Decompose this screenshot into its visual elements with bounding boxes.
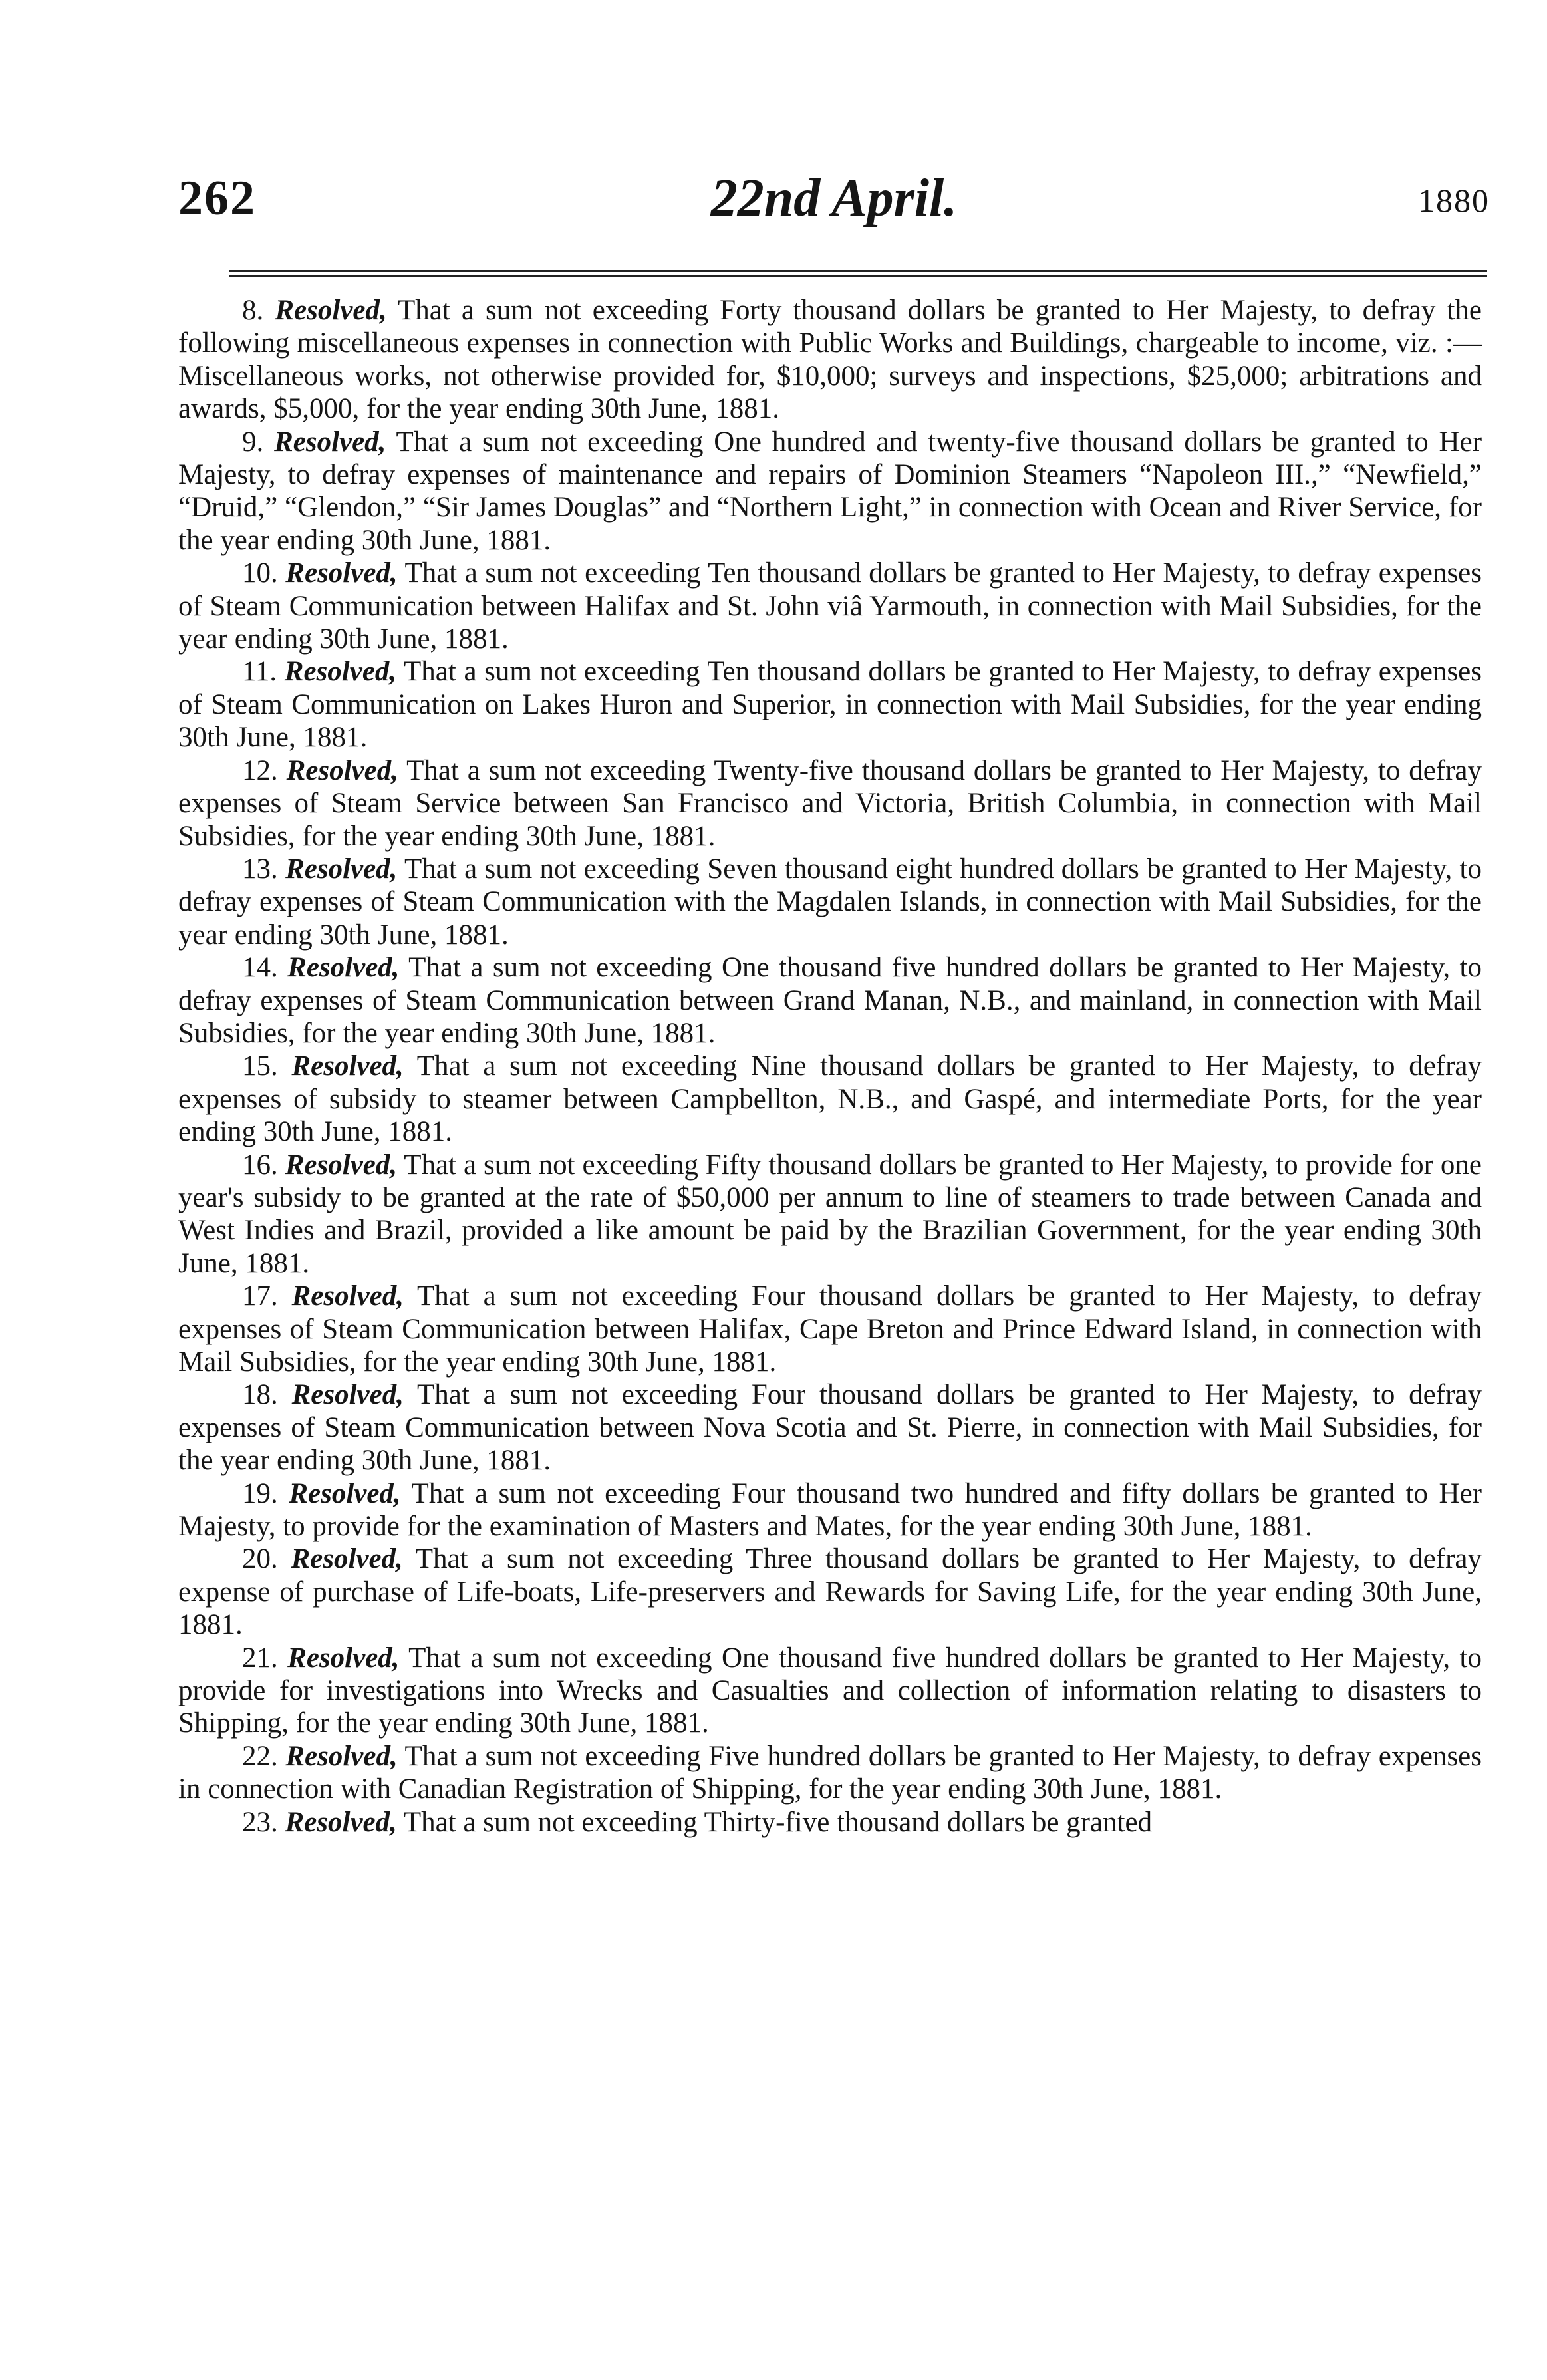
resolution-number: 15. — [242, 1050, 278, 1082]
resolution-lead: Resolved, — [289, 1477, 401, 1509]
resolution-lead: Resolved, — [285, 853, 398, 885]
resolution-paragraph — [178, 754, 1482, 853]
resolution-text: That a sum not exceeding Seven thousand eight hundred dollars be granted to Her Majesty, to defray expenses of Steam Communication with the Magdalen Islands, in connection with Mail Subsidies, for the year ending 30th June, 1881. — [178, 853, 1482, 951]
resolution-number: 23. — [242, 1806, 278, 1838]
resolution-text: That a sum not exceeding Fifty thousand dollars be granted to Her Majesty, to provide for one year's subsidy to be granted at the rate of $50,000 per annum to line of steamers to trade between Canada and West Indies and Brazil, provided a like amount be paid by the Brazilian Government, for the year ending 30th June, 1881. — [178, 1149, 1482, 1279]
resolution-lead: Resolved, — [287, 1642, 400, 1674]
resolution-paragraph — [178, 1740, 1482, 1806]
resolution-number: 16. — [242, 1149, 278, 1181]
resolution-lead: Resolved, — [275, 295, 387, 326]
resolution-lead: Resolved, — [291, 1379, 404, 1411]
resolution-text: That a sum not exceeding Ten thousand dollars be granted to Her Majesty, to defray expenses of Steam Communication between Halifax and St. John viâ Yarmouth, in connection with Mail Subsidies, for the year ending 30th June, 1881. — [178, 557, 1482, 655]
resolution-paragraph — [178, 1477, 1482, 1543]
resolution-paragraph — [178, 426, 1482, 557]
resolution-lead: Resolved, — [274, 426, 386, 458]
resolution-number: 20. — [242, 1543, 278, 1575]
resolution-number: 11. — [242, 656, 277, 688]
resolution-lead: Resolved, — [286, 754, 398, 786]
resolution-paragraph — [178, 853, 1482, 951]
resolution-text: That a sum not exceeding One thousand five hundred dollars be granted to Her Majesty, to provide for investigations into Wrecks and Casualties and collection of information relating to disasters to Shipping, for the year ending 30th June, 1881. — [178, 1642, 1482, 1739]
resolution-paragraph — [178, 1050, 1482, 1148]
resolution-number: 9. — [242, 426, 264, 458]
resolution-paragraph — [178, 557, 1482, 655]
resolution-text: That a sum not exceeding One thousand five hundred dollars be granted to Her Majesty, to defray expenses of Steam Communication between Grand Manan, N.B., and mainland, in connection with Mail Subsidies, for the year ending 30th June, 1881. — [178, 952, 1482, 1049]
resolution-lead: Resolved, — [291, 1280, 404, 1312]
resolution-lead: Resolved, — [291, 1050, 404, 1082]
resolution-text: That a sum not exceeding Nine thousand dollars be granted to Her Majesty, to defray expenses of subsidy to steamer between Campbellton, N.B., and Gaspé, and intermediate Ports, for the year ending 30th June, 1881. — [178, 1050, 1482, 1148]
page-number: 262 — [178, 171, 256, 225]
resolution-number: 22. — [242, 1740, 278, 1772]
resolution-text: That a sum not exceeding Three thousand dollars be granted to Her Majesty, to defray expense of purchase of Life-boats, Life-preservers and Rewards for Saving Life, for the year ending 30th June, 1881. — [178, 1543, 1482, 1641]
resolution-paragraph — [178, 1149, 1482, 1280]
header-year: 1880 — [1418, 182, 1490, 219]
resolution-paragraph — [178, 1543, 1482, 1641]
header-rule-bottom — [229, 275, 1487, 277]
resolution-lead: Resolved, — [291, 1543, 403, 1575]
resolution-number: 19. — [242, 1477, 278, 1509]
resolution-text: That a sum not exceeding Thirty-five thousand dollars be granted — [403, 1806, 1153, 1838]
resolution-paragraph — [178, 1806, 1482, 1839]
resolution-number: 21. — [242, 1642, 278, 1674]
running-head: 22nd April. — [710, 169, 958, 227]
resolution-text: That a sum not exceeding Five hundred dollars be granted to Her Majesty, to defray expenses in connection with Canadian Registration of Shipping, for the year ending 30th June, 1881. — [178, 1740, 1482, 1805]
resolution-lead: Resolved, — [285, 557, 398, 589]
resolution-text: That a sum not exceeding One hundred and twenty-five thousand dollars be granted to Her Majesty, to defray expenses of maintenance and repairs of Dominion Steamers “Napoleon III.,” “Newfield,” “Druid,” “Glendon,” “Sir James Douglas” and “Northern Light,” in connection with Ocean and River Service, for the year ending 30th June, 1881. — [178, 426, 1482, 556]
resolution-number: 8. — [242, 295, 264, 326]
resolution-text: That a sum not exceeding Four thousand two hundred and fifty dollars be granted to Her Majesty, to provide for the examination of Masters and Mates, for the year ending 30th June, 1881. — [178, 1477, 1482, 1543]
resolution-paragraph — [178, 1642, 1482, 1740]
resolution-number: 17. — [242, 1280, 278, 1312]
resolution-lead: Resolved, — [287, 952, 400, 984]
resolution-number: 18. — [242, 1379, 278, 1411]
resolution-lead: Resolved, — [285, 1149, 398, 1181]
resolution-paragraph — [178, 655, 1482, 754]
resolution-number: 12. — [242, 754, 278, 786]
resolution-lead: Resolved, — [285, 1806, 397, 1838]
resolution-paragraph — [178, 1378, 1482, 1477]
resolution-paragraph — [178, 294, 1482, 426]
page-header — [178, 165, 1490, 238]
resolution-number: 10. — [242, 557, 278, 589]
resolution-text: That a sum not exceeding Twenty-five thousand dollars be granted to Her Majesty, to defray expenses of Steam Service between San Francisco and Victoria, British Columbia, in connection with Mail Subsidies, for the year ending 30th June, 1881. — [178, 754, 1482, 852]
resolution-text: That a sum not exceeding Ten thousand dollars be granted to Her Majesty, to defray expenses of Steam Communication on Lakes Huron and Superior, in connection with Mail Subsidies, for the year ending 30th June, 1881. — [178, 656, 1482, 754]
resolution-text: That a sum not exceeding Four thousand dollars be granted to Her Majesty, to defray expenses of Steam Communication between Halifax, Cape Breton and Prince Edward Island, in connection with Mail Subsidies, for the year ending 30th June, 1881. — [178, 1280, 1482, 1378]
resolution-paragraph — [178, 1280, 1482, 1378]
resolution-text: That a sum not exceeding Forty thousand dollars be granted to Her Majesty, to defray the following miscellaneous expenses in connection with Public Works and Buildings, chargeable to income, viz. :—Miscellaneous works, not otherwise provided for, $10,000; surveys and inspections, $25,000; arbitrations and awards, $5,000, for the year ending 30th June, 1881. — [178, 295, 1482, 425]
resolution-number: 14. — [242, 952, 278, 984]
resolution-paragraph — [178, 951, 1482, 1050]
header-rule-top — [229, 270, 1487, 272]
resolution-number: 13. — [242, 853, 278, 885]
resolution-lead: Resolved, — [284, 656, 397, 688]
resolutions-body — [178, 294, 1482, 1839]
resolution-lead: Resolved, — [285, 1740, 398, 1772]
resolution-text: That a sum not exceeding Four thousand dollars be granted to Her Majesty, to defray expenses of Steam Communication between Nova Scotia and St. Pierre, in connection with Mail Subsidies, for the year ending 30th June, 1881. — [178, 1379, 1482, 1477]
